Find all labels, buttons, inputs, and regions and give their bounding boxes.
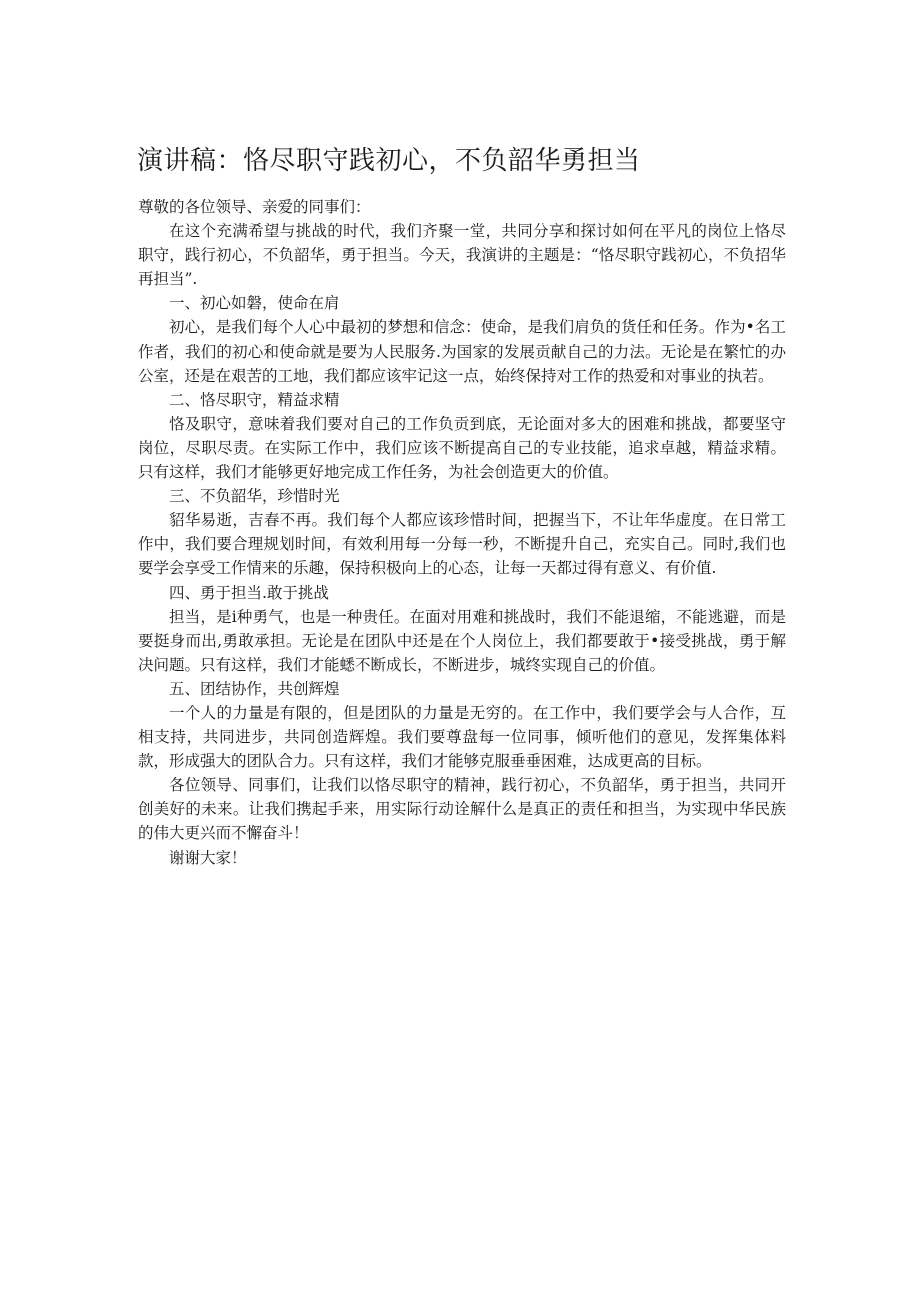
document-body — [138, 195, 786, 870]
section-heading-4: 四、勇于担当.敢于挑战 — [169, 583, 329, 602]
section-heading-3: 三、不负韶华，珍惜时光 — [169, 487, 340, 506]
section-heading-1: 一、初心如磐，使命在肩 — [169, 294, 340, 313]
closing-paragraph: 各位领导、同事们，让我们以恪尽职守的精神，践行初心，不负韶华，勇于担当，共同开创美好的未来。让我们携起手来，用实际行动诠解什么是真正的责任和担当，为实现中华民族的伟大更兴而不懈奋斗！ — [138, 776, 786, 843]
intro-paragraph: 在这个充满希望与挑战的时代，我们齐聚一堂，共同分享和探讨如何在平凡的岗位上恪尽职守，践行初心，不负韶华，勇于担当。今天，我演讲的主题是：“恪尽职守践初心，不负招华再担当”. — [138, 222, 786, 289]
section-heading-5: 五、团结协作，共创辉煌 — [169, 679, 340, 698]
section-heading-2: 二、恪尽职守，精益求精 — [169, 390, 340, 409]
document-title: 演讲稿：恪尽职守践初心，不负韶华勇担当 — [137, 146, 641, 176]
section-paragraph-2: 恪及职守，意味着我们要对自己的工作负贡到底，无论面对多大的困难和挑战，都要坚守岗位，尽职尽责。在实际工作中，我们应该不断提高自己的专业技能，追求卓越，精益求精。只有这样，我们才能够更好地完成工作任务，为社会创造更大的价值。 — [138, 414, 786, 482]
section-paragraph-1: 初心，是我们每个人心中最初的梦想和信念：使命，是我们肩负的货任和任务。作为•名工作者，我们的初心和使命就是要为人民服务.为国家的发展贡献自己的力法。无论是在繁忙的办公室，还是在艰苦的工地，我们都应该牢记这一点，始终保持对工作的热爱和对事业的执若。 — [138, 318, 786, 385]
section-paragraph-5: 一个人的力量是有限的，但是团队的力量是无穷的。在工作中，我们要学会与人合作，互相支持，共同进步，共同创造辉煌。我们要尊盘每一位同事，倾听他们的意见，发挥集体料款，形成强大的团队合力。只有这样，我们才能够克服垂垂困难，达成更高的目标。 — [138, 703, 786, 771]
thanks-line: 谢谢大家！ — [169, 848, 247, 867]
section-paragraph-3: 貂华易逝，吉春不再。我们每个人都应该珍惜时间，把握当下，不让年华虚度。在日常工作中，我们要合理规划时间，有效利用每一分每一秒，不断提升自己，充实自己。同时,我们也要学会享受工作情来的乐趣，保持积极向上的心态，让每一天都过得有意义、有价值. — [138, 511, 786, 578]
salutation: 尊敬的各位领导、亲爱的同事们： — [138, 198, 371, 216]
section-paragraph-4: 担当，是i种勇气，也是一种贵任。在面对用难和挑战时，我们不能退缩，不能逃避，而是要挺身而出,勇敢承担。无论是在团队中还是在个人岗位上，我们都要敢于•接受挑战，勇于解决问题。只有这样，我们才能蟋不断成长，不断进步，城终实现自己的价值。 — [138, 607, 786, 674]
